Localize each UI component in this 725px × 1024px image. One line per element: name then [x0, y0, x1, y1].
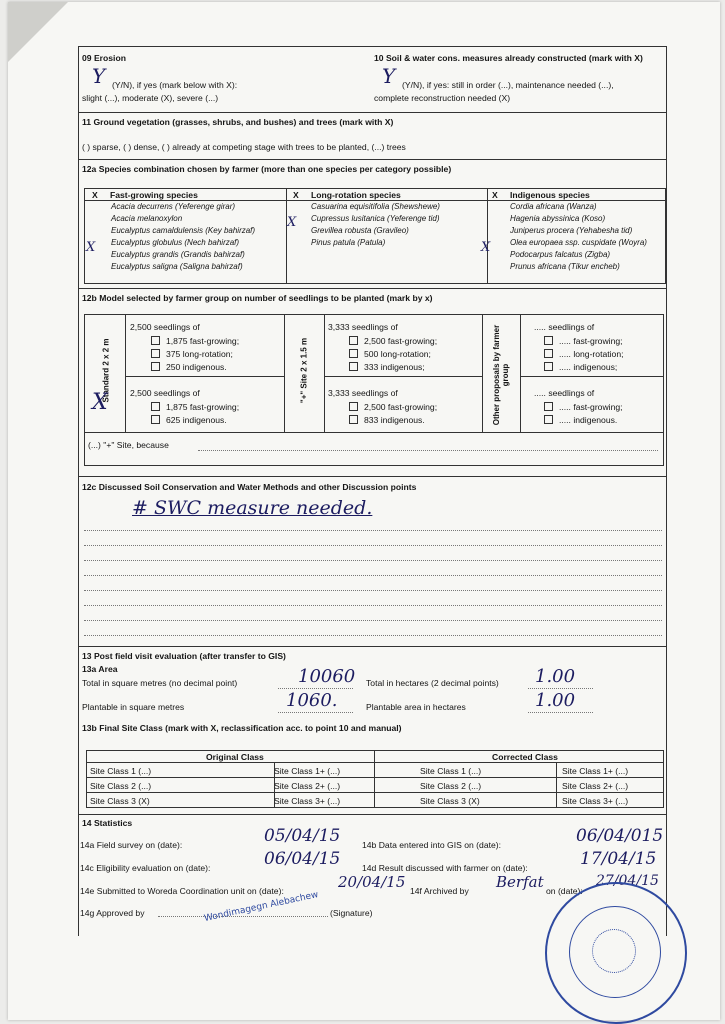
class-row-line	[86, 792, 663, 793]
total-sqm-value: 10060	[298, 666, 356, 687]
dotted-line	[278, 712, 353, 713]
dotted-line	[84, 530, 662, 531]
class-divider	[374, 750, 375, 807]
total-sqm-label: Total in square metres (no decimal point)	[82, 678, 238, 688]
dotted-line	[84, 605, 662, 606]
model-divider	[324, 314, 325, 432]
erosion-title: 09 Erosion	[82, 53, 126, 63]
signature-label: (Signature)	[330, 908, 373, 918]
species-x-header: X	[492, 190, 498, 200]
archived-by-name: Berfat	[496, 873, 544, 891]
checkbox[interactable]	[151, 349, 160, 358]
checkbox[interactable]	[544, 362, 553, 371]
form-page	[8, 2, 720, 1020]
folded-corner	[8, 2, 68, 62]
discussion-title: 12c Discussed Soil Conservation and Water Methods and other Discussion points	[82, 482, 417, 492]
divider	[78, 112, 667, 113]
class-header-line	[86, 762, 663, 763]
plus-bottom-item: 2,500 fast-growing;	[349, 402, 437, 412]
indig-species: Juniperus procera (Yehabesha tid)	[510, 226, 633, 235]
plus-site-because: (...) "+" Site, because	[88, 440, 169, 450]
species-x-header: X	[92, 190, 98, 200]
approver-stamp: Wondimagegn Alebachew	[203, 889, 320, 925]
fast-species: Eucalyptus saligna (Saligna bahirzaf)	[111, 262, 243, 271]
dotted-line	[528, 712, 593, 713]
other-bottom-item: ..... fast-growing;	[544, 402, 623, 412]
fast-growing-header: Fast-growing species	[110, 190, 198, 200]
statistics-title: 14 Statistics	[82, 818, 133, 828]
std-top-head: 2,500 seedlings of	[130, 322, 200, 332]
archived-label: 14f Archived by	[410, 886, 469, 896]
corrected-class-header: Corrected Class	[492, 752, 558, 762]
model-bottom-line	[84, 432, 663, 433]
plantable-ha-value: 1.00	[535, 690, 576, 711]
dotted-line	[84, 620, 662, 621]
model-row-line	[125, 376, 285, 377]
standard-label: Standard 2 x 2 m	[101, 338, 111, 403]
swc-title: 10 Soil & water cons. measures already constructed (mark with X)	[374, 53, 643, 63]
other-top-item: ..... long-rotation;	[544, 349, 624, 359]
model-title: 12b Model selected by farmer group on number of seedlings to be planted (mark by x)	[82, 293, 433, 303]
std-top-item: 1,875 fast-growing;	[151, 336, 239, 346]
species-title: 12a Species combination chosen by farmer (more than one species per category possible)	[82, 164, 452, 174]
site-class-title: 13b Final Site Class (mark with X, reclassification acc. to point 10 and manual)	[82, 723, 402, 733]
other-bottom-head: ..... seedlings of	[534, 388, 595, 398]
species-header-line	[84, 200, 665, 201]
checkbox[interactable]	[151, 362, 160, 371]
submitted-date: 20/04/15	[338, 873, 406, 891]
checkbox[interactable]	[349, 415, 358, 424]
divider	[78, 646, 667, 647]
approved-label: 14g Approved by	[80, 908, 145, 918]
evaluation-title: 13 Post field visit evaluation (after transfer to GIS)	[82, 651, 286, 661]
total-ha-value: 1.00	[535, 666, 576, 687]
long-mark: X	[287, 215, 297, 230]
plantable-sqm-value: 1060.	[286, 690, 338, 711]
corr-class-plus: Site Class 2+ (...)	[562, 781, 629, 791]
gis-entry-label: 14b Data entered into GIS on (date):	[362, 840, 502, 850]
long-species: Cupressus lusitanica (Yeferenge tid)	[311, 214, 440, 223]
class-divider	[556, 762, 557, 807]
checkbox[interactable]	[544, 415, 553, 424]
erosion-answer: Y	[92, 64, 106, 88]
result-discussed-label: 14d Result discussed with farmer on (date):	[362, 863, 528, 873]
checkbox[interactable]	[544, 402, 553, 411]
model-divider	[482, 314, 483, 432]
checkbox[interactable]	[349, 402, 358, 411]
std-top-item: 250 indigenous.	[151, 362, 227, 372]
plus-top-item: 2,500 fast-growing;	[349, 336, 437, 346]
model-divider	[520, 314, 521, 432]
std-top-item: 375 long-rotation;	[151, 349, 233, 359]
gis-entry-date: 06/04/015	[576, 826, 664, 846]
top-border	[78, 46, 667, 47]
fast-species: Eucalyptus camaldulensis (Key bahirzaf)	[111, 226, 256, 235]
corr-class: Site Class 3 (X)	[420, 796, 480, 806]
indig-mark: X	[481, 240, 491, 255]
plus-top-item: 333 indigenous;	[349, 362, 425, 372]
orig-class-plus: Site Class 3+ (...)	[274, 796, 341, 806]
corr-class-plus: Site Class 1+ (...)	[562, 766, 629, 776]
orig-class-plus: Site Class 1+ (...)	[274, 766, 341, 776]
long-rotation-header: Long-rotation species	[311, 190, 401, 200]
checkbox[interactable]	[151, 402, 160, 411]
fast-species: Eucalyptus globulus (Nech bahirzaf)	[111, 238, 240, 247]
left-border	[78, 46, 79, 936]
plantable-ha-label: Plantable area in hectares	[366, 702, 466, 712]
plantable-sqm-label: Plantable in square metres	[82, 702, 185, 712]
corr-class: Site Class 2 (...)	[420, 781, 482, 791]
vegetation-options: ( ) sparse, ( ) dense, ( ) already at competing stage with trees to be planted, (...) trees	[82, 142, 406, 152]
field-survey-label: 14a Field survey on (date):	[80, 840, 183, 850]
dotted-line	[84, 590, 662, 591]
eligibility-label: 14c Eligibility evaluation on (date):	[80, 863, 211, 873]
indig-species: Prunus africana (Tikur encheb)	[510, 262, 620, 271]
other-top-head: ..... seedlings of	[534, 322, 595, 332]
divider	[78, 159, 667, 160]
std-bottom-item: 1,875 fast-growing;	[151, 402, 239, 412]
divider	[78, 814, 667, 815]
dotted-line	[84, 575, 662, 576]
std-bottom-head: 2,500 seedlings of	[130, 388, 200, 398]
divider	[78, 476, 667, 477]
eligibility-date: 06/04/15	[264, 849, 341, 869]
orig-class: Site Class 2 (...)	[90, 781, 152, 791]
swc-complete: complete reconstruction needed (X)	[374, 93, 511, 103]
dotted-line	[84, 635, 662, 636]
dotted-line	[528, 688, 593, 689]
fast-species: Eucalyptus grandis (Grandis bahirzaf)	[111, 250, 245, 259]
archived-date: 27/04/15	[596, 873, 659, 889]
long-species: Grevillea robusta (Gravileo)	[311, 226, 409, 235]
fast-species: Acacia decurrens (Yeferenge girar)	[111, 202, 236, 211]
model-divider	[125, 314, 126, 432]
indig-species: Hagenia abyssinica (Koso)	[510, 214, 606, 223]
discussion-note: # SWC measure needed.	[132, 497, 373, 519]
dotted-line	[278, 688, 353, 689]
model-row-line	[324, 376, 483, 377]
area-title: 13a Area	[82, 664, 118, 674]
erosion-levels: slight (...), moderate (X), severe (...)	[82, 93, 219, 103]
long-species: Casuarina equisitifolia (Shewshewe)	[311, 202, 440, 211]
swc-answer: Y	[382, 64, 396, 88]
submitted-label: 14e Submitted to Woreda Coordination unit on (date):	[80, 886, 284, 896]
other-bottom-item: ..... indigenous.	[544, 415, 617, 425]
checkbox[interactable]	[544, 336, 553, 345]
erosion-yn: (Y/N), if yes (mark below with X):	[112, 80, 238, 90]
checkbox[interactable]	[544, 349, 553, 358]
checkbox[interactable]	[349, 362, 358, 371]
swc-yn: (Y/N), if yes: still in order (...), maintenance needed (...),	[402, 80, 614, 90]
fast-mark: X	[86, 240, 96, 255]
fast-species: Acacia melanoxylon	[111, 214, 183, 223]
species-col-divider	[286, 188, 287, 283]
plus-site-label: "+" Site 2 x 1.5 m	[299, 337, 309, 404]
model-row-line	[520, 376, 663, 377]
indig-species: Olea europaea ssp. cuspidate (Woyra)	[510, 238, 647, 247]
stamp-inner-ring	[569, 906, 661, 998]
archived-on-label: on (date):	[546, 886, 583, 896]
species-x-header: X	[293, 190, 299, 200]
orig-class: Site Class 3 (X)	[90, 796, 150, 806]
std-bottom-item: 625 indigenous.	[151, 415, 227, 425]
stamp-emblem-icon	[592, 929, 636, 973]
corr-class: Site Class 1 (...)	[420, 766, 482, 776]
indig-species: Cordia africana (Wanza)	[510, 202, 597, 211]
checkbox[interactable]	[349, 349, 358, 358]
other-top-item: ..... fast-growing;	[544, 336, 623, 346]
class-row-line	[86, 777, 663, 778]
plus-bottom-item: 833 indigenous.	[349, 415, 425, 425]
checkbox[interactable]	[349, 336, 358, 345]
other-top-item: ..... indigenous;	[544, 362, 617, 372]
right-border	[666, 46, 667, 936]
indig-species: Podocarpus falcatus (Zigba)	[510, 250, 611, 259]
standard-mark: X	[92, 390, 108, 415]
result-discussed-date: 17/04/15	[580, 849, 657, 869]
indigenous-header: Indigenous species	[510, 190, 590, 200]
species-col-divider	[487, 188, 488, 283]
long-species: Pinus patula (Patula)	[311, 238, 386, 247]
plus-top-item: 500 long-rotation;	[349, 349, 431, 359]
dotted-line	[84, 560, 662, 561]
corr-class-plus: Site Class 3+ (...)	[562, 796, 629, 806]
official-stamp	[545, 882, 687, 1024]
plus-bottom-head: 3,333 seedlings of	[328, 388, 398, 398]
model-divider	[284, 314, 285, 432]
orig-class: Site Class 1 (...)	[90, 766, 152, 776]
dotted-line	[198, 450, 658, 451]
field-survey-date: 05/04/15	[264, 826, 341, 846]
divider	[78, 288, 667, 289]
dotted-line	[158, 916, 328, 917]
plus-top-head: 3,333 seedlings of	[328, 322, 398, 332]
total-ha-label: Total in hectares (2 decimal points)	[366, 678, 499, 688]
vegetation-title: 11 Ground vegetation (grasses, shrubs, and bushes) and trees (mark with X)	[82, 117, 394, 127]
checkbox[interactable]	[151, 415, 160, 424]
other-proposals-label: Other proposals by farmer group	[492, 324, 510, 426]
dotted-line	[84, 545, 662, 546]
orig-class-plus: Site Class 2+ (...)	[274, 781, 341, 791]
checkbox[interactable]	[151, 336, 160, 345]
original-class-header: Original Class	[206, 752, 264, 762]
